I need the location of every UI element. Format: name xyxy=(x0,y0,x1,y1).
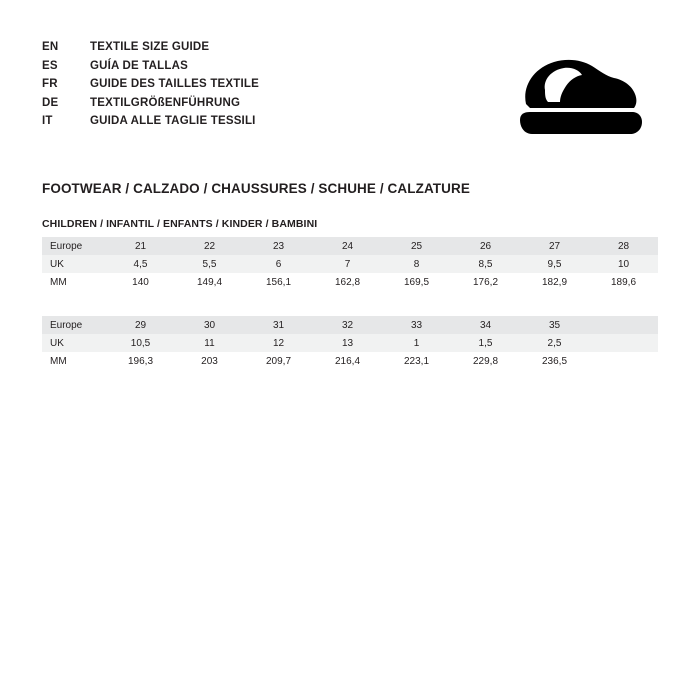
table-cell: 25 xyxy=(382,237,451,255)
table-cell: 9,5 xyxy=(520,255,589,273)
shoe-icon xyxy=(496,42,646,152)
table-row xyxy=(42,273,658,291)
table-cell: 22 xyxy=(175,237,244,255)
table-cell: 1,5 xyxy=(451,334,520,352)
table-cell: 2,5 xyxy=(520,334,589,352)
table-cell: 236,5 xyxy=(520,352,589,370)
table-cell: 10,5 xyxy=(106,334,175,352)
row-label: UK xyxy=(42,334,106,352)
language-code: EN xyxy=(42,41,59,53)
table-cell: 30 xyxy=(175,316,244,334)
table-cell: 33 xyxy=(382,316,451,334)
table-cell: 216,4 xyxy=(313,352,382,370)
table-cell: 1 xyxy=(382,334,451,352)
table-cell: 162,8 xyxy=(313,273,382,291)
table-cell: 11 xyxy=(175,334,244,352)
table-cell: 28 xyxy=(589,237,658,255)
table-cell: 13 xyxy=(313,334,382,352)
table-cell: 8,5 xyxy=(451,255,520,273)
language-code: DE xyxy=(42,96,59,109)
table-row xyxy=(42,255,658,273)
table-cell: 35 xyxy=(520,316,589,334)
table-cell: 140 xyxy=(106,273,175,291)
table-cell-empty xyxy=(589,334,658,352)
table-cell: 149,4 xyxy=(175,273,244,291)
table-cell: 196,3 xyxy=(106,352,175,370)
table-cell: 182,9 xyxy=(520,273,589,291)
table-cell: 8 xyxy=(382,255,451,273)
table-cell: 12 xyxy=(244,334,313,352)
language-text: TEXTILGRÖßENFÜHRUNG xyxy=(90,96,241,109)
row-label: MM xyxy=(42,352,106,370)
table-cell: 189,6 xyxy=(589,273,658,291)
table-cell: 223,1 xyxy=(382,352,451,370)
language-text: GUIDE DES TAILLES TEXTILE xyxy=(90,78,259,91)
table-cell: 203 xyxy=(175,352,244,370)
table-cell: 29 xyxy=(106,316,175,334)
language-text: GUÍA DE TALLAS xyxy=(90,59,188,72)
language-code: IT xyxy=(42,115,53,128)
table-cell: 209,7 xyxy=(244,352,313,370)
table-cell: 26 xyxy=(451,237,520,255)
row-label: MM xyxy=(42,273,106,291)
table-cell: 229,8 xyxy=(451,352,520,370)
table-cell-empty xyxy=(589,352,658,370)
table-cell: 24 xyxy=(313,237,382,255)
table-cell: 21 xyxy=(106,237,175,255)
row-label: Europe xyxy=(42,237,106,255)
table-row xyxy=(42,334,658,352)
section-title: FOOTWEAR / CALZADO / CHAUSSURES / SCHUHE / CALZATURE xyxy=(42,181,470,196)
size-table-children-2 xyxy=(42,316,658,370)
table-row xyxy=(42,316,658,334)
table-cell: 34 xyxy=(451,316,520,334)
table-cell: 27 xyxy=(520,237,589,255)
table-cell: 10 xyxy=(589,255,658,273)
table-row xyxy=(42,237,658,255)
table-cell: 7 xyxy=(313,255,382,273)
table-cell-empty xyxy=(589,316,658,334)
table-cell: 169,5 xyxy=(382,273,451,291)
section-subtitle: CHILDREN / INFANTIL / ENFANTS / KINDER / BAMBINI xyxy=(42,218,318,230)
table-cell: 31 xyxy=(244,316,313,334)
table-row xyxy=(42,352,658,370)
language-header xyxy=(42,38,658,131)
table-cell: 4,5 xyxy=(106,255,175,273)
table-cell: 32 xyxy=(313,316,382,334)
table-cell: 156,1 xyxy=(244,273,313,291)
table-cell: 176,2 xyxy=(451,273,520,291)
row-label: UK xyxy=(42,255,106,273)
size-table-children-1 xyxy=(42,237,658,291)
table-cell: 23 xyxy=(244,237,313,255)
language-text: TEXTILE SIZE GUIDE xyxy=(90,41,210,53)
row-label: Europe xyxy=(42,316,106,334)
table-cell: 6 xyxy=(244,255,313,273)
language-text: GUIDA ALLE TAGLIE TESSILI xyxy=(90,115,256,128)
table-cell: 5,5 xyxy=(175,255,244,273)
language-code: ES xyxy=(42,59,58,72)
language-code: FR xyxy=(42,78,58,91)
